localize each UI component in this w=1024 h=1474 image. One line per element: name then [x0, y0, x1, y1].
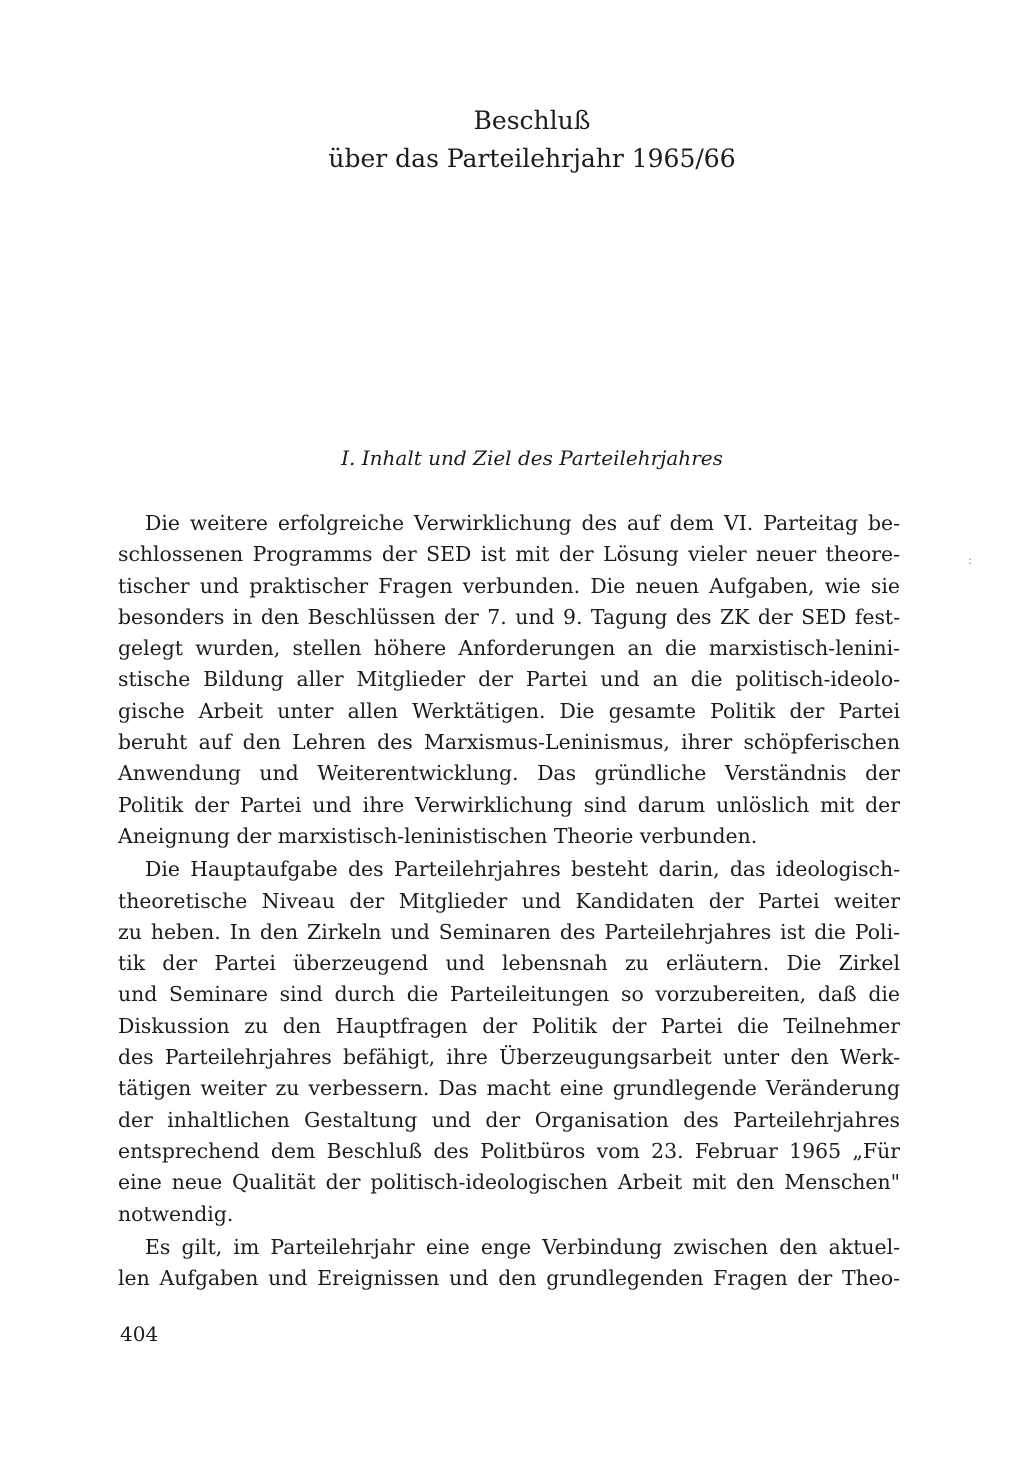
title-line-1: Beschluß: [473, 106, 591, 135]
text-line: Die Hauptaufgabe des Parteilehrjahres besteht darin, das ideologisch-: [145, 857, 900, 882]
text-line: beruht auf den Lehren des Marxismus-Leninismus, ihrer schöpferischen: [118, 730, 900, 755]
text-line: zu heben. In den Zirkeln und Seminaren des Parteilehrjahres ist die Poli-: [118, 919, 900, 944]
text-line: schlossenen Programms der SED ist mit der Lösung vieler neuer theore-: [118, 542, 900, 567]
margin-mark: :: [968, 553, 973, 567]
text-line: entsprechend dem Beschluß des Politbüros vom 23. Februar 1965 „Für: [118, 1138, 900, 1163]
text-line: und Seminare sind durch die Parteileitungen so vorzubereiten, daß die: [118, 982, 900, 1007]
text-line: theoretische Niveau der Mitglieder und Kandidaten der Partei weiter: [118, 888, 900, 913]
text-line: tätigen weiter zu verbessern. Das macht eine grundlegende Veränderung: [118, 1076, 900, 1101]
text-line: notwendig.: [118, 1201, 234, 1226]
text-line: gelegt wurden, stellen höhere Anforderungen an die marxistisch-lenini-: [118, 636, 900, 661]
text-line: gische Arbeit unter allen Werktätigen. Die gesamte Politik der Partei: [118, 698, 900, 723]
section-heading: I. Inhalt und Ziel des Parteilehrjahres: [341, 446, 723, 470]
text-line: Anwendung und Weiterentwicklung. Das gründliche Verständnis der: [118, 761, 900, 786]
text-line: eine neue Qualität der politisch-ideologischen Arbeit mit den Menschen": [118, 1170, 900, 1195]
text-line: des Parteilehrjahres befähigt, ihre Überzeugungsarbeit unter den Werk-: [118, 1045, 900, 1070]
text-line: Politik der Partei und ihre Verwirklichung sind darum unlöslich mit der: [118, 792, 900, 817]
text-line: besonders in den Beschlüssen der 7. und 9. Tagung des ZK der SED fest-: [118, 604, 900, 629]
text-line: Aneignung der marxistisch-leninistischen Theorie verbunden.: [118, 823, 758, 848]
page-number: 404: [120, 1322, 159, 1346]
text-line: Die weitere erfolgreiche Verwirklichung des auf dem VI. Parteitag be-: [145, 511, 900, 535]
text-line: tischer und praktischer Fragen verbunden. Die neuen Aufgaben, wie sie: [118, 573, 900, 598]
text-line: Diskussion zu den Hauptfragen der Politik der Partei die Teilnehmer: [118, 1013, 900, 1038]
text-line: der inhaltlichen Gestaltung und der Organisation des Parteilehrjahres: [118, 1107, 900, 1132]
text-line: len Aufgaben und Ereignissen und den grundlegenden Fragen der Theo-: [118, 1266, 900, 1291]
title-line-2: über das Parteilehrjahr 1965/66: [328, 144, 736, 173]
text-line: tik der Partei überzeugend und lebensnah zu erläutern. Die Zirkel: [118, 951, 900, 976]
body-text: [118, 508, 900, 1294]
text-line: stische Bildung aller Mitglieder der Partei und an die politisch-ideolo-: [118, 667, 900, 692]
document-title: [0, 102, 1024, 178]
text-line: Es gilt, im Parteilehrjahr eine enge Verbindung zwischen den aktuel-: [145, 1234, 900, 1259]
